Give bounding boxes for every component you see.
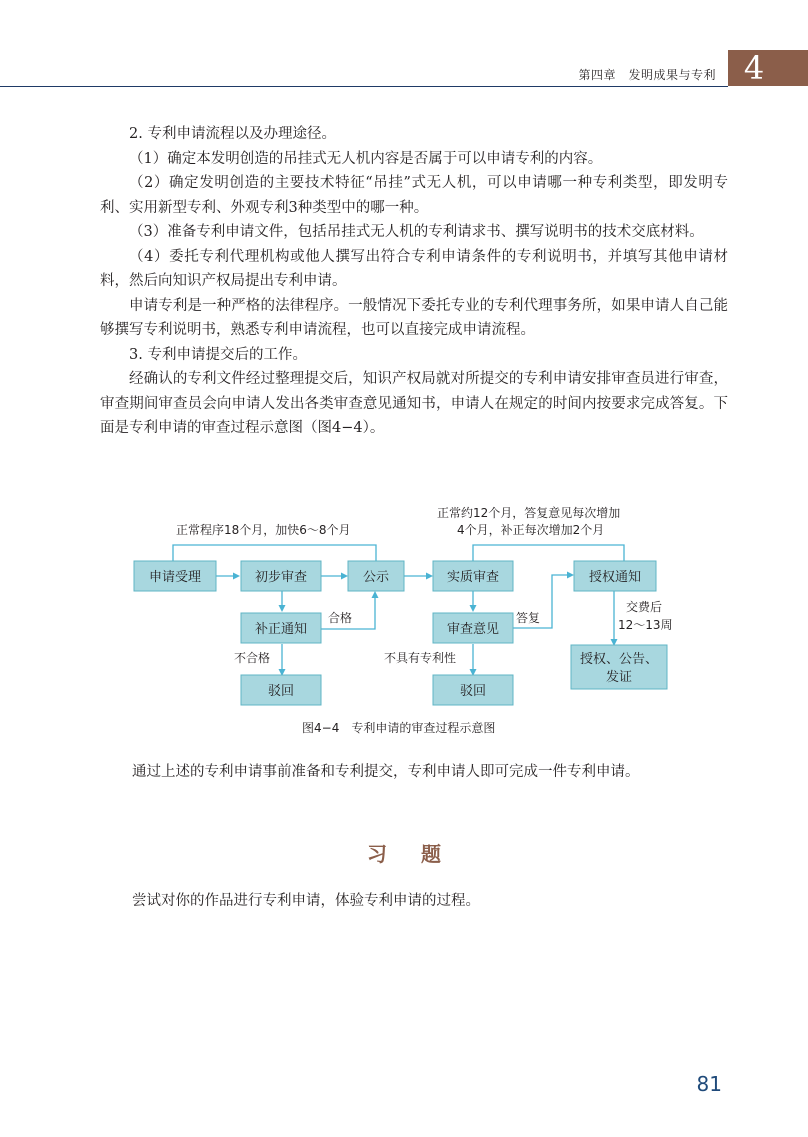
box-apply — [134, 561, 216, 591]
box-grant-label-1: 授权、公告、 — [579, 652, 659, 667]
section-heading-3: 3. 专利申请提交后的工作。 — [129, 346, 307, 363]
box-correction-notice — [241, 613, 321, 643]
box-grant — [571, 645, 667, 689]
box-preliminary-review — [241, 561, 321, 591]
box-grant-label-2: 发证 — [605, 670, 633, 685]
label-fee-weeks: 12～13周 — [618, 618, 673, 632]
box-reject-1 — [241, 675, 321, 705]
box-prelim-label: 初步审查 — [254, 570, 308, 585]
body-text — [100, 122, 728, 441]
step-4: （4）委托专利代理机构或他人撰写出符合专利申请条件的专利说明书，并填写其他申请材料，然后向知识产权局提出专利申请。 — [100, 248, 728, 289]
exercise-heading: 习题 — [367, 842, 475, 866]
arrowhead — [233, 573, 240, 580]
paragraph-review: 经确认的专利文件经过整理提交后，知识产权局就对所提交的专利申请安排审查员进行审查，审查期间审查员会向申请人发出各类审查意见通知书，申请人在规定的时间内按要求完成答复。下面是专利申请的审查过程示意图（图4−4）。 — [100, 371, 728, 436]
bracket-left — [173, 545, 376, 562]
box-substantive-label: 实质审查 — [446, 570, 500, 585]
box-reject-2 — [433, 675, 513, 705]
arrowhead — [341, 573, 348, 580]
box-grant-notice — [574, 561, 656, 591]
label-fail: 不合格 — [234, 651, 271, 665]
page-number: 81 — [696, 1072, 722, 1096]
section-heading-2: 2. 专利申请流程以及办理途径。 — [129, 126, 336, 142]
summary-paragraph: 通过上述的专利申请事前准备和专利提交，专利申请人即可完成一件专利申请。 — [132, 764, 640, 780]
label-normal-procedure: 正常程序18个月，加快6～8个月 — [176, 523, 351, 537]
label-pass: 合格 — [328, 611, 353, 625]
step-2: （2）确定发明创造的主要技术特征“吊挂”式无人机，可以申请哪一种专利类型，即发明专利、实用新型专利、外观专利3种类型中的哪一种。 — [100, 175, 728, 216]
step-3: （3）准备专利申请文件，包括吊挂式无人机的专利请求书、撰写说明书的技术交底材料。 — [129, 224, 704, 240]
chapter-tab — [728, 50, 808, 86]
label-substantive-time-1: 正常约12个月，答复意见每次增加 — [437, 506, 621, 520]
arrowhead — [567, 572, 574, 579]
review-flow-diagram — [120, 500, 690, 740]
bracket-right — [473, 545, 624, 562]
box-correction-label: 补正通知 — [254, 622, 308, 637]
box-publish — [348, 561, 404, 591]
box-apply-label: 申请受理 — [148, 570, 202, 585]
box-publish-label: 公示 — [362, 570, 390, 585]
box-substantive-review — [433, 561, 513, 591]
arrowhead — [426, 573, 433, 580]
label-no-patentability: 不具有专利性 — [384, 651, 457, 665]
step-1: （1）确定本发明创造的吊挂式无人机内容是否属于可以申请专利的内容。 — [129, 150, 603, 167]
chapter-number: 4 — [743, 49, 765, 87]
box-reject-1-label: 驳回 — [267, 684, 295, 699]
paragraph-legal: 申请专利是一种严格的法律程序。一般情况下委托专业的专利代理事务所，如果申请人自己能够撰写专利说明书，熟悉专利申请流程，也可以直接完成申请流程。 — [100, 297, 728, 338]
box-examination-opinion — [433, 613, 513, 643]
label-fee: 交费后 — [626, 600, 663, 614]
box-grant-notice-label: 授权通知 — [588, 570, 642, 585]
header-rule — [0, 86, 728, 87]
label-reply: 答复 — [516, 611, 541, 625]
figure-caption: 图4−4 专利申请的审查过程示意图 — [302, 721, 496, 735]
exercise-text: 尝试对你的作品进行专利申请，体验专利申请的过程。 — [132, 893, 480, 909]
arrowhead — [470, 605, 477, 612]
running-header: 第四章 发明成果与专利 — [578, 68, 716, 82]
arrowhead — [372, 591, 379, 598]
box-reject-2-label: 驳回 — [459, 684, 487, 699]
label-substantive-time-2: 4个月，补正每次增加2个月 — [457, 523, 605, 537]
box-opinion-label: 审查意见 — [446, 622, 500, 637]
arrowhead — [279, 605, 286, 612]
